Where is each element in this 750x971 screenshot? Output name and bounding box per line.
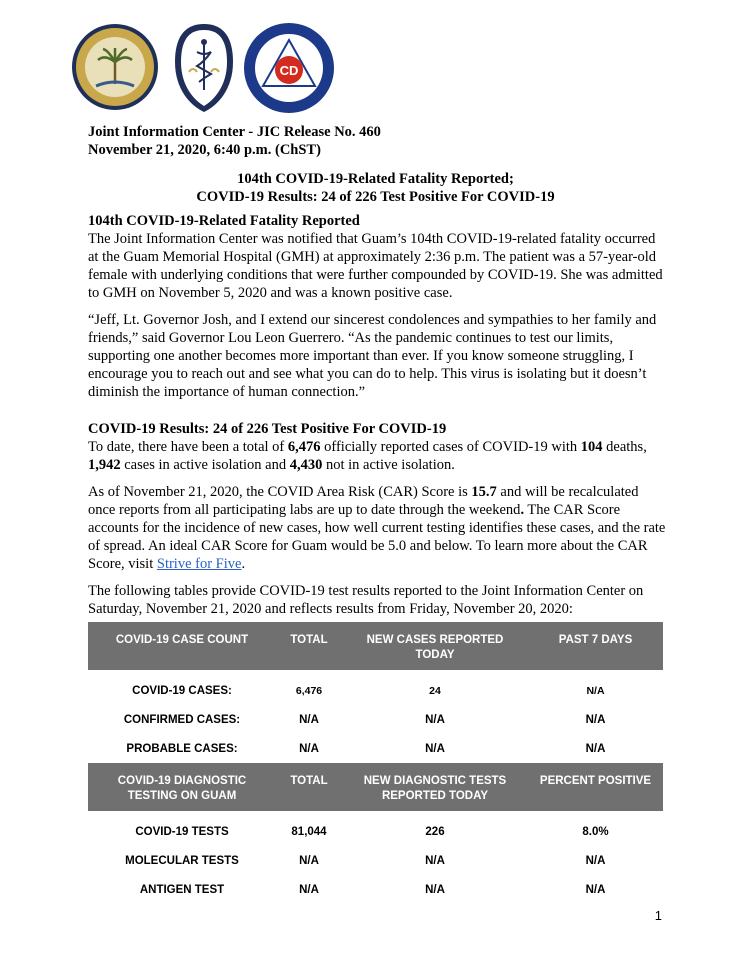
release-body: [88, 212, 668, 627]
table-row: [88, 846, 663, 875]
release-title: [88, 170, 663, 206]
table-row: [88, 734, 663, 763]
car-score-paragraph: As of November 21, 2020, the COVID Area Risk (CAR) Score is 15.7 and will be recalculated once reports from all participating labs are up to date through the weekend. The CAR Score accounts for the incidence of new cases, how well current testing identifies these cases, and the rate of spread. An ideal CAR Score for Guam would be 5.0 and below. To learn more about the CAR Score, visit Strive for Five.: [88, 484, 666, 572]
table-cell: N/A: [585, 854, 606, 867]
svg-text:CD: CD: [279, 63, 299, 78]
public-health-logo: [171, 22, 237, 114]
case-totals-paragraph: To date, there have been a total of 6,476 officially reported cases of COVID-19 with 104 deaths, 1,942 cases in active isolation and 4,430 not in active isolation.: [88, 439, 647, 473]
section-1-paragraph-1: The Joint Information Center was notified that Guam’s 104th COVID-19-related fatality occurred at the Guam Memorial Hospital (GMH) at approximately 2:36 p.m. The patient was a 57-year-old female with underlying conditions that were further compounded by COVID-19. She was admitted to GMH on November 5, 2020 and was a known positive case.: [88, 231, 663, 301]
table-cell: N/A: [585, 713, 606, 726]
table-cell: N/A: [299, 713, 319, 726]
table-cell: N/A: [586, 684, 605, 697]
table-header-cell: TOTAL: [276, 763, 342, 811]
table-cell: 81,044: [291, 825, 327, 838]
table-header-cell: COVID-19 CASE COUNT: [88, 622, 276, 670]
table-cell: N/A: [299, 854, 319, 867]
active-isolation-count: 1,942: [88, 457, 121, 473]
table-cell: N/A: [299, 883, 319, 896]
table-cell: N/A: [299, 742, 319, 755]
row-label: PROBABLE CASES:: [126, 742, 238, 755]
total-deaths: 104: [580, 439, 603, 455]
governor-quote: “Jeff, Lt. Governor Josh, and I extend our sincerest condolences and sympathies to her family and friends,” said Governor Lou Leon Guerrero. “As the pandemic continues to test our limits, supporting one another becomes more important than ever. If you know someone struggling, I encourage you to reach out and see what you can do to help. This virus is isolating but it doesn’t diminish the importance of human connection.”: [88, 312, 657, 400]
not-active-isolation-count: 4,430: [289, 457, 323, 473]
table-cell: N/A: [425, 854, 445, 867]
title-line-2: COVID-19 Results: 24 of 226 Test Positive For COVID-19: [196, 189, 555, 205]
table-cell: 24: [429, 684, 441, 697]
table-cell: 8.0%: [582, 825, 609, 838]
page-number: 1: [654, 908, 662, 923]
row-label: COVID-19 TESTS: [135, 825, 229, 838]
table-row: [88, 705, 663, 734]
row-label: CONFIRMED CASES:: [123, 713, 241, 726]
table-row: [88, 875, 663, 904]
table-cell: N/A: [585, 883, 606, 896]
case-count-header-row: [88, 622, 663, 670]
row-label: MOLECULAR TESTS: [125, 854, 239, 867]
table-header-cell: PERCENT POSITIVE: [528, 763, 663, 811]
table-cell: 226: [425, 825, 445, 838]
release-number: Joint Information Center - JIC Release No. 460: [88, 124, 381, 140]
total-cases: 6,476: [287, 439, 321, 455]
table-header-cell: TOTAL: [276, 622, 342, 670]
table-header-cell: COVID-19 DIAGNOSTIC TESTING ON GUAM: [88, 763, 276, 811]
table-cell: N/A: [425, 713, 445, 726]
tables-intro-paragraph: The following tables provide COVID-19 test results reported to the Joint Information Center on Saturday, November 21, 2020 and reflects results from Friday, November 20, 2020:: [88, 583, 644, 617]
release-date: November 21, 2020, 6:40 p.m. (ChST): [88, 142, 321, 158]
governors-seal-logo: [70, 22, 160, 112]
release-header: [88, 123, 381, 159]
diagnostic-testing-header-row: [88, 763, 663, 811]
table-header-cell: NEW CASES REPORTED TODAY: [342, 622, 528, 670]
table-cell: N/A: [425, 742, 445, 755]
strive-for-five-link[interactable]: Strive for Five: [156, 556, 242, 572]
car-score-value: 15.7: [471, 484, 497, 500]
table-cell: 6,476: [295, 684, 323, 697]
table-cell: N/A: [425, 883, 445, 896]
homeland-security-logo: [243, 22, 335, 114]
section-1-heading: 104th COVID-19-Related Fatality Reported: [88, 213, 360, 229]
table-row: [88, 811, 663, 846]
section-2-heading: COVID-19 Results: 24 of 226 Test Positive For COVID-19: [88, 421, 447, 437]
table-header-cell: NEW DIAGNOSTIC TESTS REPORTED TODAY: [342, 763, 528, 811]
table-header-cell: PAST 7 DAYS: [528, 622, 663, 670]
table-cell: N/A: [585, 742, 606, 755]
results-table: [88, 622, 663, 904]
row-label: ANTIGEN TEST: [139, 883, 225, 896]
title-line-1: 104th COVID-19-Related Fatality Reported;: [237, 171, 514, 187]
table-row: [88, 670, 663, 705]
row-label: COVID-19 CASES:: [132, 684, 232, 697]
